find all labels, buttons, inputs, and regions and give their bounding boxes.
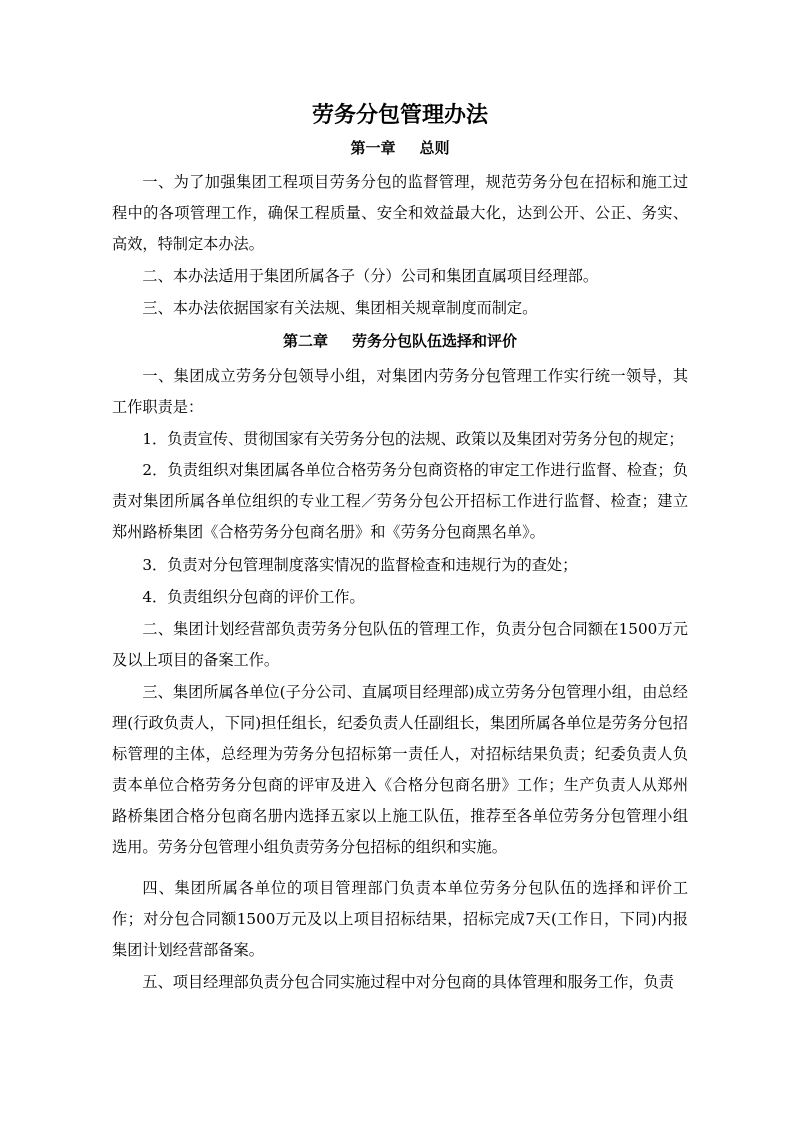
chapter-2-item-3: 3．负责对分包管理制度落实情况的监督检查和违规行为的查处； [142,556,578,574]
chapter-1-heading [0,137,800,159]
chapter-2-paragraph-3: 三、集团所属各单位(子分公司、直属项目经理部)成立劳务分包管理小组，由总经理(行政负责人，下同)担任组长，纪委负责人任副组长，集团所属各单位是劳务分包招标管理的主体，总经理为劳务分包招标第一责任人，对招标结果负责；纪委负责人负责本单位合格劳务分包商的评审及进入《合格分包商名册》工作；生产负责人从郑州路桥集团合格分包商名册内选择五家以上施工队伍，推荐至各单位劳务分包管理小组选用。劳务分包管理小组负责劳务分包招标的组织和实施。 [112,683,688,856]
chapter-1-name: 总则 [419,139,450,157]
chapter-2-name: 劳务分包队伍选择和评价 [352,332,518,350]
chapter-2-paragraph-4: 四、集团所属各单位的项目管理部门负责本单位劳务分包队伍的选择和评价工作；对分包合同额1500万元及以上项目招标结果，招标完成7天(工作日，下同)内报集团计划经营部备案。 [112,879,688,959]
chapter-1-paragraph-2: 二、本办法适用于集团所属各子（分）公司和集团直属项目经理部。 [142,267,599,285]
chapter-2-item-1: 1．负责宣传、贯彻国家有关劳务分包的法规、政策以及集团对劳务分包的规定； [142,430,684,448]
chapter-2-item-4: 4．负责组织分包商的评价工作。 [142,588,365,606]
chapter-2-item-2: 2．负责组织对集团属各单位合格劳务分包商资格的审定工作进行监督、检查；负责对集团所属各单位组织的专业工程／劳务分包公开招标工作进行监督、检查；建立郑州路桥集团《合格劳务分包商名册》和《劳务分包商黑名单》。 [112,461,688,541]
chapter-2-paragraph-1: 一、集团成立劳务分包领导小组，对集团内劳务分包管理工作实行统一领导，其工作职责是： [112,367,688,416]
chapter-1-number: 第一章 [350,139,396,157]
chapter-2-heading [0,330,800,352]
chapter-2-paragraph-5: 五、项目经理部负责分包合同实施过程中对分包商的具体管理和服务工作，负责 [142,973,674,991]
chapter-1-paragraph-3: 三、本办法依据国家有关法规、集团相关规章制度而制定。 [142,299,538,317]
chapter-1-paragraph-1: 一、为了加强集团工程项目劳务分包的监督管理，规范劳务分包在招标和施工过程中的各项管理工作，确保工程质量、安全和效益最大化，达到公开、公正、务实、高效，特制定本办法。 [112,173,688,253]
chapter-2-number: 第二章 [282,332,328,350]
document-title: 劳务分包管理办法 [311,102,488,128]
chapter-2-paragraph-2: 二、集团计划经营部负责劳务分包队伍的管理工作，负责分包合同额在1500万元及以上项目的备案工作。 [112,620,688,669]
